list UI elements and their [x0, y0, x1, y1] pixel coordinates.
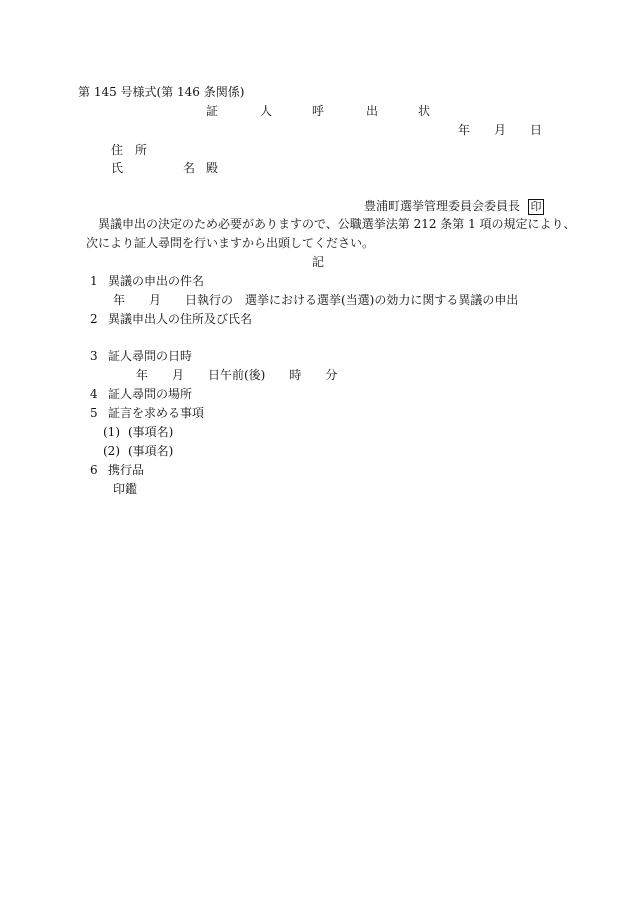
item-3-label: 証人尋問の日時: [108, 349, 193, 363]
address-label: 住 所: [111, 143, 148, 157]
body-line-1: 異議申出の決定のため必要がありますので、公職選挙法第 212 条第 1 項の規定により、: [98, 217, 576, 231]
title-char-3: 呼: [312, 104, 325, 118]
body-line-2: 次により証人尋問を行いますから出頭してください。: [86, 236, 375, 250]
date-month: 月: [494, 123, 507, 137]
item-5-sub-1-number: (1): [103, 425, 120, 439]
name-label-2: 名: [183, 161, 196, 175]
item-2-label: 異議申出人の住所及び氏名: [108, 312, 253, 326]
title-char-1: 証: [206, 104, 219, 118]
item-5-label: 証言を求める事項: [108, 406, 205, 420]
item-3-number: 3: [90, 349, 98, 363]
item-6-number: 6: [90, 463, 98, 477]
issuer-line: [364, 198, 544, 215]
honorific: 殿: [206, 161, 219, 175]
item-6-label: 携行品: [108, 463, 145, 477]
seal-icon: 印: [528, 199, 544, 215]
item-5-sub-1: (事項名): [128, 425, 174, 439]
item-2-number: 2: [90, 312, 98, 326]
title-char-2: 人: [260, 104, 273, 118]
date-day: 日: [530, 123, 543, 137]
item-4-label: 証人尋問の場所: [108, 387, 193, 401]
title-char-5: 状: [418, 104, 431, 118]
item-6-detail: 印鑑: [113, 482, 138, 496]
title-char-4: 出: [366, 104, 379, 118]
item-1-label: 異議の申出の件名: [108, 274, 205, 288]
form-number: 第 145 号様式(第 146 条関係): [78, 85, 245, 99]
date-year: 年: [458, 123, 471, 137]
ki-heading: 記: [312, 255, 325, 269]
item-1-number: 1: [90, 274, 98, 288]
item-5-number: 5: [90, 406, 98, 420]
name-label-1: 氏: [111, 161, 124, 175]
item-5-sub-2: (事項名): [128, 444, 174, 458]
item-3-detail: 年 月 日午前(後) 時 分: [136, 368, 338, 382]
issuer-title: 豊浦町選挙管理委員会委員長: [364, 199, 521, 213]
item-1-detail: 年 月 日執行の 選挙における選挙(当選)の効力に関する異議の申出: [113, 293, 519, 307]
item-5-sub-2-number: (2): [103, 444, 120, 458]
item-4-number: 4: [90, 387, 98, 401]
